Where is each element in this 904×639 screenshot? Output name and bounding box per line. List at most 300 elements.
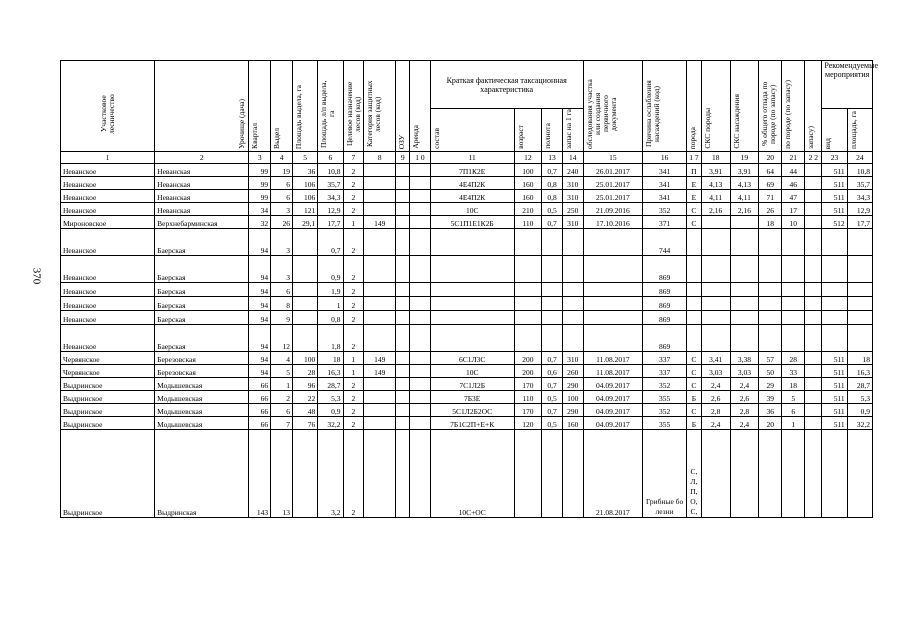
table-cell [562,297,583,311]
table-cell: 12,9 [318,203,343,216]
table-cell: 7Б1С2П+Е+К [430,417,514,430]
table-cell [805,177,822,190]
table-cell: 6 [271,190,293,203]
table-cell: 28,7 [318,378,343,391]
table-cell: 99 [249,164,271,177]
table-cell: 04.09.2017 [583,391,643,404]
table-cell [805,229,822,256]
header-composition: состав [431,128,441,149]
table-cell: Б [686,391,701,404]
table-cell: 511 [822,391,847,404]
table-cell [686,311,701,325]
table-cell: 04.09.2017 [583,417,643,430]
table-cell: Неванское [61,177,155,190]
table-row [61,391,873,404]
column-number-row [61,152,873,164]
table-cell: 3,03 [701,365,730,378]
table-cell: 66 [249,417,271,430]
column-number: 1 0 [410,152,431,164]
column-number: 13 [542,152,563,164]
table-row [61,177,873,190]
table-cell: 310 [562,177,583,190]
table-cell [701,216,730,229]
table-cell: 6С1Л3С [430,352,514,365]
table-cell: 7 [271,417,293,430]
header-stock: запас на 1 га [563,109,573,149]
table-row [61,352,873,365]
table-cell [410,216,431,229]
table-cell: 2 [343,311,364,325]
table-cell: 511 [822,352,847,365]
column-number: 6 [318,152,343,164]
table-cell: 35,7 [318,177,343,190]
table-cell: 26 [759,203,782,216]
table-cell [805,352,822,365]
table-cell: 512 [822,216,847,229]
table-cell [396,164,410,177]
column-number: 7 [343,152,364,164]
table-cell [396,430,410,518]
table-cell: 10,8 [318,164,343,177]
table-cell [410,229,431,256]
header-survey: обследования участка или создания первичного документа [584,79,618,149]
column-number: 2 2 [805,152,822,164]
table-cell: 0,8 [542,177,563,190]
table-cell [847,283,872,297]
table-cell: 869 [643,297,687,311]
table-cell: 10,8 [847,164,872,177]
table-cell: 2,16 [701,203,730,216]
column-number: 21 [782,152,805,164]
table-cell: 5 [782,391,805,404]
table-cell [686,256,701,283]
table-cell [822,256,847,283]
table-cell [430,311,514,325]
table-cell [542,311,563,325]
table-cell: 19 [271,164,293,177]
table-cell: 2,4 [730,417,759,430]
table-cell: 28,7 [847,378,872,391]
table-cell: 17 [782,203,805,216]
table-cell: 64 [759,164,782,177]
table-cell [514,256,542,283]
table-cell: 0,5 [542,417,563,430]
table-cell [730,297,759,311]
table-cell: 371 [643,216,687,229]
table-cell: 2 [343,325,364,352]
table-cell: 66 [249,404,271,417]
table-cell: 2,4 [701,417,730,430]
table-cell [364,297,396,311]
table-cell: 337 [643,352,687,365]
table-cell: 149 [364,352,396,365]
table-cell: 2 [343,203,364,216]
table-cell: 4,11 [730,190,759,203]
table-cell: 18 [318,352,343,365]
table-cell: 10С [430,365,514,378]
table-cell: Мироновское [61,216,155,229]
table-cell: 511 [822,203,847,216]
table-cell: 99 [249,177,271,190]
column-number: 4 [271,152,293,164]
table-cell: 869 [643,256,687,283]
table-cell [847,297,872,311]
table-cell: Червянское [61,365,155,378]
table-cell: 48 [292,404,317,417]
table-cell [514,229,542,256]
table-cell: 2 [343,164,364,177]
table-cell [396,216,410,229]
table-cell: 11.08.2017 [583,352,643,365]
table-cell [782,256,805,283]
column-number: 18 [701,152,730,164]
table-cell [410,164,431,177]
table-cell: 35,7 [847,177,872,190]
table-cell [782,229,805,256]
table-cell: 1 [343,365,364,378]
table-cell [410,378,431,391]
table-cell: 76 [292,417,317,430]
table-cell [364,164,396,177]
table-cell: 0,7 [542,352,563,365]
table-cell [805,391,822,404]
table-cell [292,256,317,283]
table-cell [730,283,759,297]
table-cell [805,283,822,297]
table-cell: Е [686,190,701,203]
table-cell: 50 [759,365,782,378]
table-cell [805,203,822,216]
table-cell: 2 [343,297,364,311]
header-quarter: Квартал [250,123,260,149]
page-number: 370 [30,267,43,285]
table-cell: 200 [514,352,542,365]
table-cell [514,325,542,352]
column-number: 14 [562,152,583,164]
table-cell: 39 [759,391,782,404]
table-cell: 170 [514,378,542,391]
table-row [61,190,873,203]
table-cell: 17.10.2016 [583,216,643,229]
table-row [61,216,873,229]
table-cell: 26 [271,216,293,229]
table-cell: Е [686,177,701,190]
table-cell [430,325,514,352]
header-allotment: Выдел [272,128,282,149]
header-sks-species: СКС породы [702,108,712,149]
table-cell: С [686,203,701,216]
table-cell: 2 [343,378,364,391]
column-number: 1 7 [686,152,701,164]
table-cell: 2,4 [701,378,730,391]
table-cell [701,283,730,297]
table-cell: 0,7 [542,216,563,229]
table-row [61,417,873,430]
table-cell [686,325,701,352]
table-cell [410,404,431,417]
table-cell: 3,03 [730,365,759,378]
table-cell [396,177,410,190]
table-cell: 20 [759,417,782,430]
table-cell [364,283,396,297]
table-row [61,430,873,518]
table-cell [805,404,822,417]
table-row [61,365,873,378]
table-row [61,256,873,283]
table-cell [805,297,822,311]
table-cell: 99 [249,190,271,203]
table-cell [759,256,782,283]
table-cell [364,229,396,256]
table-cell [396,229,410,256]
table-cell: 100 [292,352,317,365]
table-cell [396,190,410,203]
table-cell: Неванское [61,190,155,203]
table-cell: Неванское [61,229,155,256]
table-cell [686,283,701,297]
table-cell: 3 [271,229,293,256]
table-cell: 2 [343,283,364,297]
header-purpose: Целевое назначение лесов (код) [344,81,362,147]
table-cell [759,229,782,256]
table-cell: 869 [643,325,687,352]
table-cell: Выдринское [61,430,155,518]
table-cell [364,404,396,417]
table-cell [410,391,431,404]
table-cell: 3,91 [730,164,759,177]
table-cell: Верхнебарминская [155,216,249,229]
table-cell: 94 [249,365,271,378]
table-cell [410,352,431,365]
table-cell: Б [686,417,701,430]
table-cell [514,283,542,297]
table-cell [847,430,872,518]
table-cell: 9 [271,311,293,325]
table-cell: 1,9 [318,283,343,297]
table-cell: Модышевская [155,391,249,404]
column-number: 1 [61,152,155,164]
table-cell: Модышевская [155,417,249,430]
table-cell: 12 [271,325,293,352]
table-cell [730,311,759,325]
table-cell [583,256,643,283]
table-cell: 4,11 [701,190,730,203]
table-cell: 2 [271,391,293,404]
table-cell: 290 [562,404,583,417]
table-cell [730,325,759,352]
table-cell: 21.08.2017 [583,430,643,518]
table-cell: Выдринское [61,417,155,430]
table-cell [847,256,872,283]
table-cell: 2 [343,229,364,256]
table-cell: 0,5 [542,203,563,216]
table-cell: 69 [759,177,782,190]
table-cell: 341 [643,190,687,203]
table-cell: 2 [343,177,364,190]
table-cell: 3,2 [318,430,343,518]
table-cell: 4Е4П2К [430,177,514,190]
table-cell: 2,16 [730,203,759,216]
table-cell: 2,8 [701,404,730,417]
column-number: 8 [364,152,396,164]
table-cell: 511 [822,190,847,203]
table-cell: 0,8 [318,311,343,325]
table-cell: 1 [271,378,293,391]
table-cell [364,378,396,391]
table-cell [364,256,396,283]
table-cell: 6 [271,283,293,297]
table-cell: 94 [249,229,271,256]
table-cell: 66 [249,391,271,404]
table-cell: Червянское [61,352,155,365]
table-cell: 5,3 [847,391,872,404]
table-cell [782,297,805,311]
header-cause: Причина ослабления насаждений (код) [644,80,662,148]
table-cell: 352 [643,203,687,216]
table-cell [759,430,782,518]
table-cell: 32,2 [847,417,872,430]
table-row [61,283,873,297]
table-cell [396,297,410,311]
table-cell: 7П1К2Е [430,164,514,177]
table-cell: 1 [343,216,364,229]
table-cell: 0,7 [542,378,563,391]
table-cell [782,325,805,352]
table-cell: 10С [430,203,514,216]
table-cell [686,229,701,256]
table-cell [701,256,730,283]
column-number: 15 [583,152,643,164]
table-cell: 210 [514,203,542,216]
table-cell [583,325,643,352]
table-cell: С [686,352,701,365]
table-cell [583,229,643,256]
table-cell: 337 [643,365,687,378]
table-cell: 96 [292,378,317,391]
forest-health-table [60,60,879,518]
table-cell: Неванское [61,297,155,311]
header-density: полнота [543,123,553,149]
table-cell: 121 [292,203,317,216]
table-cell [364,177,396,190]
header-area: Площадь выдела, га [293,84,303,149]
table-cell [542,283,563,297]
table-cell [292,297,317,311]
table-cell: 33 [782,365,805,378]
table-cell [701,311,730,325]
table-cell: 3,38 [730,352,759,365]
table-cell: 352 [643,378,687,391]
table-cell: 57 [759,352,782,365]
table-cell: 3,41 [701,352,730,365]
table-row [61,325,873,352]
column-number: 23 [822,152,847,164]
table-cell: Березовская [155,352,249,365]
table-cell: 200 [514,365,542,378]
table-cell [396,404,410,417]
table-cell: 106 [292,190,317,203]
table-cell: 34,3 [318,190,343,203]
table-cell: С [686,365,701,378]
table-cell: 29 [759,378,782,391]
table-cell: 110 [514,391,542,404]
table-cell: 4,13 [701,177,730,190]
table-cell: 511 [822,404,847,417]
table-cell [759,297,782,311]
table-cell: 2,4 [730,378,759,391]
header-by-stock: запасу) [806,125,816,149]
table-cell [292,430,317,518]
table-cell: 2 [343,391,364,404]
table-cell [822,229,847,256]
header-rec-area: площадь, га [848,110,858,149]
table-cell: 21.09.2016 [583,203,643,216]
table-cell: Неванская [155,190,249,203]
table-cell: 04.09.2017 [583,404,643,417]
table-cell: 1 [782,417,805,430]
table-cell: Выдринское [61,404,155,417]
table-cell [396,378,410,391]
table-cell: 94 [249,283,271,297]
table-cell [562,311,583,325]
table-cell [292,311,317,325]
table-cell: 18 [847,352,872,365]
table-cell: Баерская [155,325,249,352]
table-cell: 25.01.2017 [583,177,643,190]
table-cell [730,216,759,229]
table-cell: 12,9 [847,203,872,216]
table-cell: Баерская [155,229,249,256]
table-cell: 94 [249,325,271,352]
table-cell: 1 [318,297,343,311]
table-cell: 44 [782,164,805,177]
table-cell [847,311,872,325]
table-cell: 10С+ОС [430,430,514,518]
table-cell: 32 [249,216,271,229]
table-cell [847,229,872,256]
table-cell [822,430,847,518]
table-cell [542,229,563,256]
table-cell: 18 [782,378,805,391]
table-cell [701,325,730,352]
table-cell: 0,9 [318,256,343,283]
table-cell: 6 [271,177,293,190]
table-cell [396,203,410,216]
table-cell [805,325,822,352]
column-number: 12 [514,152,542,164]
table-cell: 5,3 [318,391,343,404]
table-cell: 13 [271,430,293,518]
table-cell [759,283,782,297]
table-cell: 71 [759,190,782,203]
table-cell [410,190,431,203]
table-cell [410,283,431,297]
table-cell [686,297,701,311]
table-cell: 17,7 [847,216,872,229]
table-cell [410,430,431,518]
column-number: 2 [155,152,249,164]
header-taxation-group: Краткая фактическая таксационная характеристика [430,61,583,109]
table-cell: 744 [643,229,687,256]
header-total-dieoff: % общего отпада по породе (по запасу) [760,81,778,147]
table-cell: Баерская [155,311,249,325]
table-cell: 310 [562,216,583,229]
table-cell: 7Б3Е [430,391,514,404]
table-cell [583,297,643,311]
header-sks-stand: СКС насаждения [731,94,741,149]
table-cell: 0,7 [542,404,563,417]
table-cell: 341 [643,177,687,190]
